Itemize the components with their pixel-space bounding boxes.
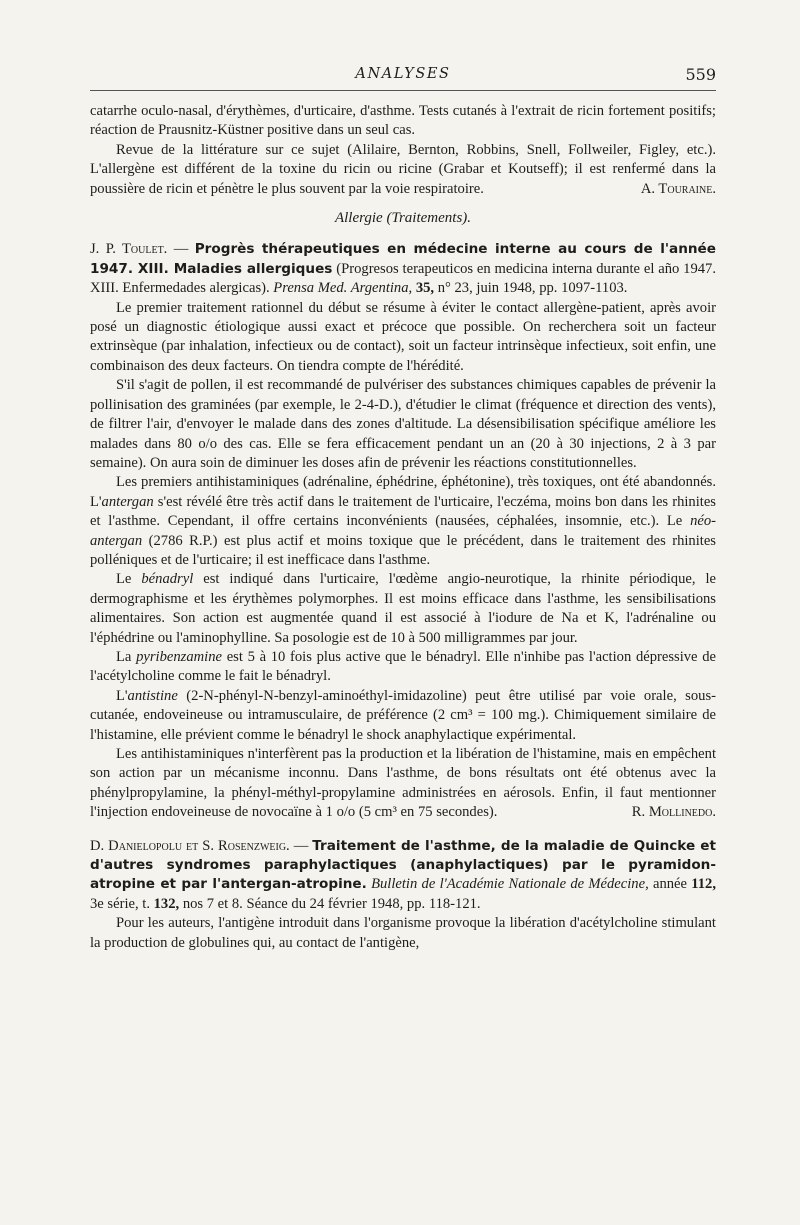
article3-citation	[90, 837, 716, 915]
article2-paragraph-5-part-a: La	[116, 648, 137, 665]
term-benadryl: bénadryl	[141, 571, 194, 588]
article2-paragraph-7-text: Les antihistaminiques n'interfèrent pas la production et la libération de l'histamine, mais en empêchent son action par un mécanisme inconnu. Dans l'asthme, de bons résultats ont été obtenus avec la phénylpropylamine, la phényl-méthyl-propylamine administrées en aérosols. Enfin, il faut mentionner l'injection endoveineuse de novocaïne à 1 o/o (5 cm³ en 75 secondes).	[90, 746, 716, 821]
term-pyribenzamine: pyribenzamine	[136, 648, 223, 665]
article2-volume: 35,	[412, 280, 435, 297]
article3-citation-part-3: nos 7 et 8. Séance du 24 février 1948, pp. 118-121.	[179, 895, 481, 912]
article1-signature: A. Touraine.	[640, 180, 716, 197]
article2-paragraph-6-part-b: (2-N-phényl-N-benzyl-aminoéthyl-imidazoline) peut être utilisé par voie orale, sous-cutanée, endoveineuse ou intramusculaire, de préférence (2 cm³ = 100 mg.). Chimiquement similaire de l'histamine, elle prévient comme le bénadryl le shock anaphylactique expérimental.	[90, 687, 716, 743]
article3-title: Traitement de l'asthme, de la maladie de Quincke et d'autres syndromes paraphylactiques (anaphylactiques) par le pyramidon-atropine et par l'antergan-atropine.	[90, 837, 716, 893]
article2-paragraph-3-part-a: Les premiers antihistaminiques (adrénaline, éphédrine, éphétonine), très toxiques, ont été abandonnés. L'	[90, 474, 716, 510]
article2-paragraph-4-part-a: Le	[116, 571, 142, 588]
article2-paragraph-5	[90, 648, 716, 687]
article2-paragraph-6-part-a: L'	[116, 687, 128, 704]
article3-year-volume: 112,	[691, 876, 716, 893]
article1-paragraph-2-text: Revue de la littérature sur ce sujet (Alilaire, Bernton, Robbins, Snell, Follweiler, Figley, etc.). L'allergène est différent de la toxine du ricin ou ricine (Grabar et Koutseff); il est renfermé dans la poussière de ricin et pénètre le plus souvent par la voie respiratoire.	[90, 141, 716, 197]
page-number: 559	[685, 65, 716, 84]
page-body	[90, 102, 716, 953]
term-antistine: antistine	[127, 687, 178, 704]
article2-paragraph-6	[90, 687, 716, 745]
article1-paragraph-2	[90, 141, 716, 199]
article2-author: J. P. Toulet.	[90, 241, 168, 258]
section-title: Allergie (Traitements).	[334, 210, 472, 227]
article3-citation-part-1: année	[648, 876, 692, 893]
article2-citation	[90, 240, 716, 298]
article2-citation-part-1: (Progresos terapeuticos en medicina interna durante el año 1947. XIII. Enfermedades alergicas).	[90, 260, 716, 297]
article2-paragraph-7	[90, 745, 716, 823]
article3-dash: —	[289, 837, 313, 854]
article2-paragraph-3-part-b: s'est révélé être très actif dans le traitement de l'urticaire, l'eczéma, moins bon dans les rhinites et l'asthme. Cependant, il offre certains inconvénients (nausées, céphalées, insomnie, etc.). Le	[90, 493, 716, 530]
article2-title: Progrès thérapeutiques en médecine interne au cours de l'année 1947. XIII. Maladies allergiques	[90, 241, 716, 277]
article2-paragraph-3	[90, 473, 716, 570]
article2-journal: Prensa Med. Argentina,	[273, 280, 413, 297]
article2-paragraph-3-part-c: (2786 R.P.) est plus actif et moins toxique que le précédent, dans le traitement des rhinites polléniques et de l'urticaire; il est inefficace dans l'asthme.	[90, 532, 716, 568]
running-head: ANALYSES	[355, 66, 451, 82]
article3-journal: Bulletin de l'Académie Nationale de Médecine,	[366, 876, 649, 893]
term-antergan: antergan	[101, 493, 154, 510]
article1-paragraph-1: catarrhe oculo-nasal, d'érythèmes, d'urticaire, d'asthme. Tests cutanés à l'extrait de ricin fortement positifs; réaction de Prausnitz-Küstner positive dans un seul cas.	[90, 103, 716, 139]
article3-tome: 132,	[153, 895, 180, 912]
article2-paragraph-2: S'il s'agit de pollen, il est recommandé de pulvériser des substances chimiques capables de prévenir la pollinisation des graminées (par exemple, le 2-4-D.), d'étudier le climat (fréquence et direction des vents), de filtrer l'air, d'envoyer le malade dans des zones d'altitude. La désensibilisation spécifique améliore les malades dans 80 o/o des cas. Elle se fera efficacement pendant un an (20 à 30 injections, 2 à 3 par semaine). On aura soin de diminuer les doses afin de prévenir les réactions constitutionnelles.	[90, 377, 716, 471]
article2-paragraph-4	[90, 570, 716, 648]
article-gap	[90, 823, 716, 837]
article2-paragraph-1: Le premier traitement rationnel du début se résume à éviter le contact allergène-patient, après avoir posé un diagnostic étiologique aussi exact et précoce que possible. On recherchera soit un facteur extrinsèque (par inhalation, infectieux ou de contact), soit un facteur intrinsèque infectieux, soit enfin, une combinaison des deux facteurs. On tiendra compte de l'hérédité.	[90, 299, 716, 374]
page-header	[90, 64, 716, 91]
article2-paragraph-4-part-b: est indiqué dans l'urticaire, l'œdème angio-neurotique, la rhinite périodique, le dermographisme et les érythèmes polymorphes. Il est moins efficace dans l'asthme, les sensibilisations alimentaires. Son action est augmentée quand il est associé à l'iodure de Na et K, l'adrénaline ou l'éphédrine ou l'aminophylline. Sa posologie est de 10 à 500 milligrammes par jour.	[90, 571, 717, 646]
term-neo-antergan: néo-antergan	[90, 513, 716, 549]
article2-dash: —	[167, 241, 195, 258]
article3-authors: D. Danielopolu et S. Rosenzweig.	[90, 837, 290, 854]
article3-paragraph-1: Pour les auteurs, l'antigène introduit dans l'organisme provoque la libération d'acétylcholine stimulant la production de globulines qui, au contact de l'antigène,	[90, 915, 716, 951]
article3-citation-part-2: 3e série, t.	[90, 895, 154, 912]
article2-citation-part-2: n° 23, juin 1948, pp. 1097-1103.	[434, 280, 628, 297]
article2-signature: R. Mollinedo.	[631, 804, 716, 821]
article2-paragraph-5-part-b: est 5 à 10 fois plus active que le bénadryl. Elle n'inhibe pas l'action dépressive de l'acétylcholine comme le fait le bénadryl.	[90, 648, 716, 685]
